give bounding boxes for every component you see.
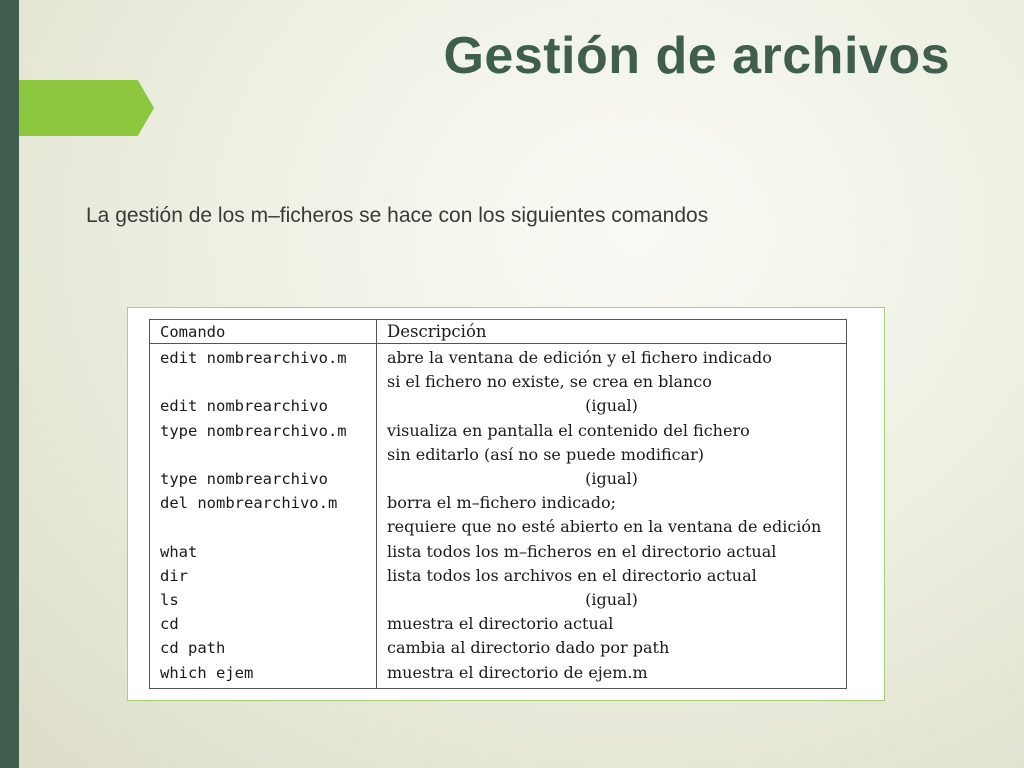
- command-cell: [150, 370, 377, 394]
- command-cell: del nombrearchivo.m: [150, 491, 377, 515]
- table-row: [150, 540, 847, 564]
- command-cell: type nombrearchivo: [150, 467, 377, 491]
- arrow-tab-decoration: [19, 80, 154, 136]
- table-row: [150, 370, 847, 394]
- commands-table: [149, 319, 847, 689]
- table-row: [150, 515, 847, 539]
- table-row: [150, 564, 847, 588]
- table-row: [150, 419, 847, 443]
- description-cell: si el fichero no existe, se crea en blanco: [387, 372, 712, 392]
- command-cell: cd: [150, 612, 377, 636]
- description-cell: (igual): [585, 396, 638, 416]
- table-row: [150, 660, 847, 688]
- table-row: [150, 394, 847, 418]
- table-row: [150, 612, 847, 636]
- description-cell: lista todos los archivos en el directorio actual: [387, 565, 757, 585]
- description-cell: visualiza en pantalla el contenido del fichero: [387, 420, 750, 440]
- table-row: [150, 443, 847, 467]
- table-row: [150, 467, 847, 491]
- command-cell: ls: [150, 588, 377, 612]
- command-cell: [150, 515, 377, 539]
- slide-title: Gestión de archivos: [443, 27, 950, 85]
- table-row: [150, 636, 847, 660]
- description-cell: (igual): [585, 469, 638, 489]
- command-cell: edit nombrearchivo.m: [150, 344, 377, 371]
- command-cell: edit nombrearchivo: [150, 394, 377, 418]
- command-cell: cd path: [150, 636, 377, 660]
- command-cell: which ejem: [150, 660, 377, 688]
- table-header-row: [150, 320, 847, 344]
- table-image-frame: [127, 307, 885, 701]
- table-row: [150, 491, 847, 515]
- description-cell: lista todos los m–ficheros en el directorio actual: [387, 541, 777, 561]
- command-cell: dir: [150, 564, 377, 588]
- description-cell: sin editarlo (así no se puede modificar): [387, 444, 705, 464]
- description-cell: (igual): [585, 589, 638, 609]
- command-cell: type nombrearchivo.m: [150, 419, 377, 443]
- description-cell: borra el m–fichero indicado;: [387, 493, 616, 513]
- table-row: [150, 344, 847, 371]
- description-cell: abre la ventana de edición y el fichero indicado: [387, 348, 772, 368]
- slide-subtitle: La gestión de los m–ficheros se hace con los siguientes comandos: [86, 204, 709, 227]
- column-header-description: Descripción: [377, 320, 847, 344]
- description-cell: cambia al directorio dado por path: [387, 638, 670, 658]
- description-cell: muestra el directorio de ejem.m: [387, 662, 648, 682]
- table-body: [150, 344, 847, 689]
- column-header-command: Comando: [150, 320, 377, 344]
- command-cell: [150, 443, 377, 467]
- table-row: [150, 588, 847, 612]
- left-accent-bar: [0, 0, 19, 768]
- command-cell: what: [150, 540, 377, 564]
- description-cell: requiere que no esté abierto en la ventana de edición: [387, 517, 822, 537]
- description-cell: muestra el directorio actual: [387, 614, 614, 634]
